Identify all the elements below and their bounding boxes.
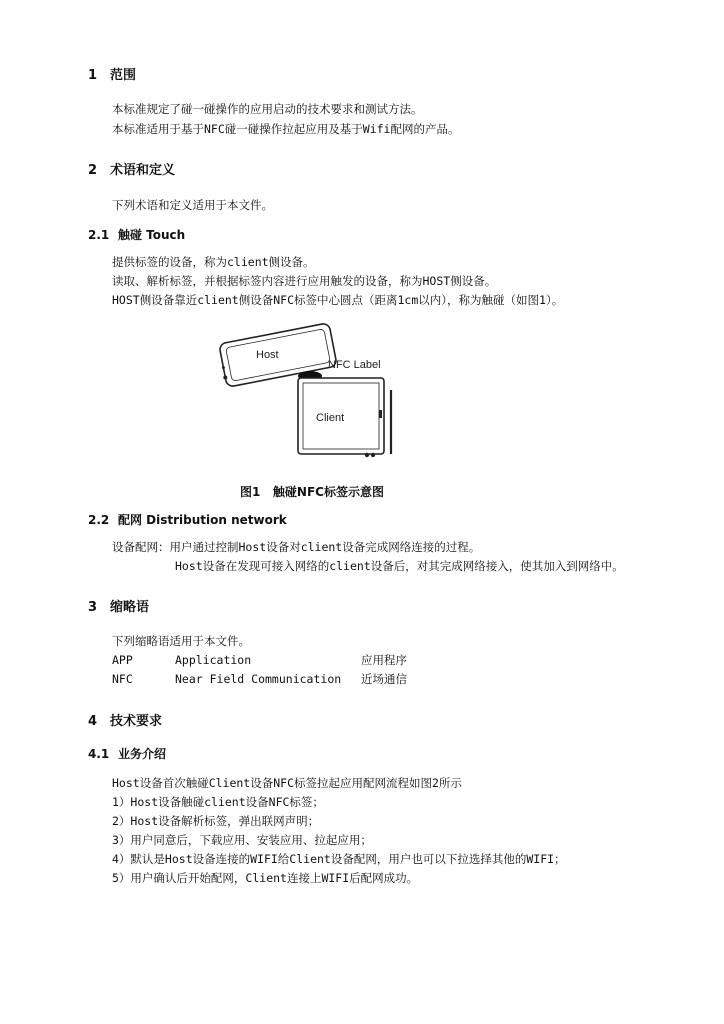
section-2-2-line-2: Host设备在发现可接入网络的client设备后，对其完成网络接入，使其加入到网络中。 bbox=[175, 559, 624, 573]
section-2-1-line-1: 提供标签的设备，称为client侧设备。 bbox=[112, 255, 315, 269]
section-2-1-title: 触碰 Touch bbox=[118, 228, 186, 242]
section-2-number: 2 bbox=[88, 163, 98, 178]
section-4-number: 4 bbox=[88, 714, 98, 729]
section-4-1-line-5: 4）默认是Host设备连接的WIFI给Client设备配网，用户也可以下拉选择其他的WIFI； bbox=[112, 852, 566, 866]
client-device bbox=[298, 378, 391, 457]
section-4-heading bbox=[88, 710, 162, 729]
abbr-code: APP bbox=[112, 653, 133, 667]
section-1-paragraph-2: 本标准适用于基于NFC碰一碰操作拉起应用及基于Wifi配网的产品。 bbox=[112, 122, 460, 136]
section-1-paragraph-1: 本标准规定了碰一碰操作的应用启动的技术要求和测试方法。 bbox=[112, 102, 423, 116]
host-label: Host bbox=[256, 349, 279, 361]
section-2-1-number: 2.1 bbox=[88, 228, 110, 242]
figure-1-caption-text: 触碰NFC标签示意图 bbox=[272, 485, 384, 499]
figure-1-caption bbox=[240, 483, 384, 500]
section-2-2-number: 2.2 bbox=[88, 513, 110, 527]
section-4-1-heading bbox=[88, 745, 166, 762]
abbr-full: Near Field Communication bbox=[175, 672, 342, 686]
section-1-title: 范围 bbox=[110, 68, 137, 83]
section-4-1-number: 4.1 bbox=[88, 747, 110, 761]
section-2-1-heading bbox=[88, 226, 185, 243]
section-2-2-line-1: 设备配网：用户通过控制Host设备对client设备完成网络连接的过程。 bbox=[112, 540, 481, 554]
abbr-full: Application bbox=[175, 653, 252, 667]
figure-1-illustration bbox=[210, 310, 410, 470]
section-4-1-title: 业务介绍 bbox=[118, 747, 167, 761]
abbr-zh: 近场通信 bbox=[361, 672, 407, 686]
abbreviation-row bbox=[112, 670, 442, 688]
section-4-1-line-3: 2）Host设备解析标签，弹出联网声明； bbox=[112, 814, 320, 828]
section-2-2-title: 配网 Distribution network bbox=[118, 513, 287, 527]
section-4-title: 技术要求 bbox=[110, 714, 163, 729]
section-2-intro: 下列术语和定义适用于本文件。 bbox=[112, 198, 273, 212]
section-3-intro: 下列缩略语适用于本文件。 bbox=[112, 634, 250, 648]
section-1-number: 1 bbox=[88, 68, 98, 83]
section-3-number: 3 bbox=[88, 600, 98, 615]
abbreviation-row bbox=[112, 651, 442, 669]
section-4-1-line-2: 1）Host设备触碰client设备NFC标签； bbox=[112, 795, 324, 809]
section-3-title: 缩略语 bbox=[110, 600, 150, 615]
figure-1-caption-number: 图1 bbox=[240, 485, 261, 499]
section-2-1-line-2: 读取、解析标签，并根据标签内容进行应用触发的设备，称为HOST侧设备。 bbox=[112, 274, 497, 288]
section-4-1-line-1: Host设备首次触碰Client设备NFC标签拉起应用配网流程如图2所示 bbox=[112, 776, 462, 790]
abbr-code: NFC bbox=[112, 672, 133, 686]
section-3-heading bbox=[88, 596, 149, 615]
section-2-1-line-3: HOST侧设备靠近client侧设备NFC标签中心圆点（距离1cm以内），称为触碰（如图1）。 bbox=[112, 293, 564, 307]
nfc-label: NFC Label bbox=[328, 359, 381, 371]
section-4-1-line-4: 3）用户同意后，下载应用、安装应用、拉起应用； bbox=[112, 833, 372, 847]
section-2-title: 术语和定义 bbox=[110, 163, 176, 178]
section-2-heading bbox=[88, 159, 175, 178]
client-label: Client bbox=[316, 412, 345, 424]
section-1-heading bbox=[88, 64, 136, 83]
section-4-1-line-6: 5）用户确认后开始配网，Client连接上WIFI后配网成功。 bbox=[112, 871, 419, 885]
section-2-2-heading bbox=[88, 511, 287, 528]
abbr-zh: 应用程序 bbox=[361, 653, 407, 667]
